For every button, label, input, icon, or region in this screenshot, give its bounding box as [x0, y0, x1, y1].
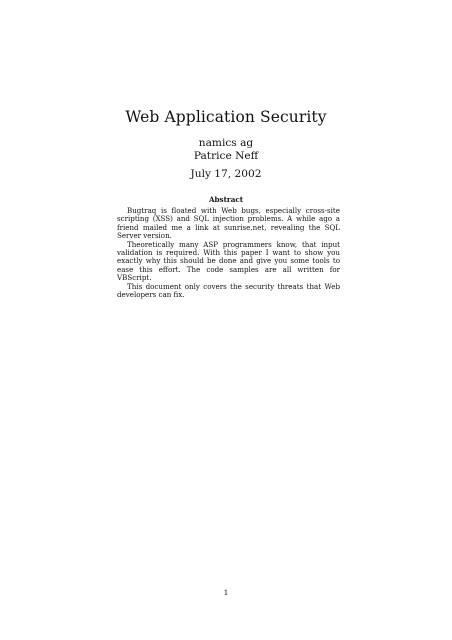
abstract-body [117, 207, 340, 299]
paper-title: Web Application Security [125, 108, 327, 126]
paper-date: July 17, 2002 [190, 168, 262, 180]
abstract-paragraph: This document only covers the security threats that Web developers can fix. [117, 281, 340, 300]
abstract-paragraph: Theoretically many ASP programmers know, that input validation is required. With this paper I want to show you exactly why this should be done and give you some tools to ease this effort. The code samples are all written for VBScript. [117, 239, 340, 283]
page-number: 1 [223, 588, 229, 597]
abstract-paragraph: Bugtraq is floated with Web bugs, especially cross-site scripting (XSS) and SQL injection problems. A while ago a friend mailed me a link at sunrise.net, revealing the SQL Server version. [117, 206, 340, 241]
author-organization: namics ag [198, 137, 254, 149]
abstract-heading: Abstract [208, 195, 244, 204]
author-name: Patrice Neff [193, 150, 259, 162]
